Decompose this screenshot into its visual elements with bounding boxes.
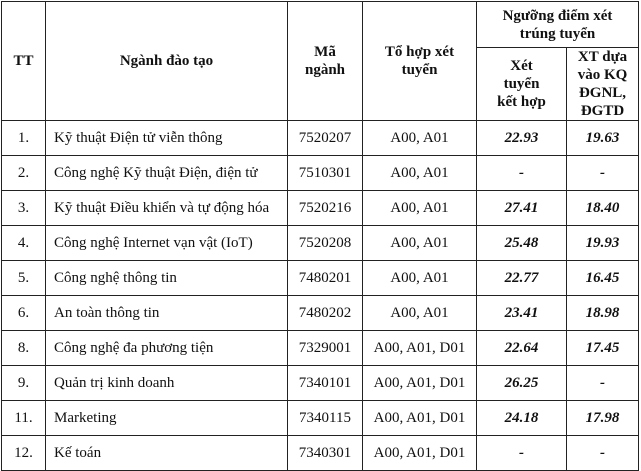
header-combo: Tổ hợp xét tuyển	[363, 2, 477, 121]
score-combined: 26.25	[477, 366, 567, 401]
row-number: 3.	[2, 191, 46, 226]
header-code: Mã ngành	[288, 2, 363, 121]
header-tt: TT	[2, 2, 46, 121]
row-number: 12.	[2, 436, 46, 471]
program-code: 7340301	[288, 436, 363, 471]
header-score-dgnl: XT dựa vào KQ ĐGNL, ĐGTD	[567, 48, 639, 121]
subject-combination: A00, A01	[363, 121, 477, 156]
score-combined: 22.77	[477, 261, 567, 296]
score-dgnl: 18.98	[567, 296, 639, 331]
subject-combination: A00, A01	[363, 296, 477, 331]
table-row	[2, 436, 639, 471]
score-combined: -	[477, 156, 567, 191]
score-combined: 27.41	[477, 191, 567, 226]
admission-scores-table	[1, 1, 639, 471]
score-dgnl: 17.45	[567, 331, 639, 366]
program-code: 7340115	[288, 401, 363, 436]
score-dgnl: 19.93	[567, 226, 639, 261]
score-dgnl: 16.45	[567, 261, 639, 296]
row-number: 2.	[2, 156, 46, 191]
score-dgnl: 19.63	[567, 121, 639, 156]
score-dgnl: -	[567, 156, 639, 191]
program-name: Công nghệ thông tin	[46, 261, 288, 296]
table-row	[2, 366, 639, 401]
program-code: 7520207	[288, 121, 363, 156]
score-combined: 25.48	[477, 226, 567, 261]
subject-combination: A00, A01, D01	[363, 366, 477, 401]
table-row	[2, 401, 639, 436]
program-name: Kỹ thuật Điều khiển và tự động hóa	[46, 191, 288, 226]
subject-combination: A00, A01, D01	[363, 331, 477, 366]
table-row	[2, 226, 639, 261]
program-name: Công nghệ đa phương tiện	[46, 331, 288, 366]
program-name: Kỹ thuật Điện tử viễn thông	[46, 121, 288, 156]
subject-combination: A00, A01, D01	[363, 436, 477, 471]
program-code: 7520216	[288, 191, 363, 226]
header-name: Ngành đào tạo	[46, 2, 288, 121]
row-number: 4.	[2, 226, 46, 261]
program-code: 7510301	[288, 156, 363, 191]
score-combined: 22.64	[477, 331, 567, 366]
header-score-combined: Xét tuyển kết hợp	[477, 48, 567, 121]
row-number: 6.	[2, 296, 46, 331]
score-combined: 23.41	[477, 296, 567, 331]
score-combined: -	[477, 436, 567, 471]
row-number: 11.	[2, 401, 46, 436]
table-row	[2, 296, 639, 331]
program-code: 7329001	[288, 331, 363, 366]
row-number: 1.	[2, 121, 46, 156]
table-row	[2, 331, 639, 366]
subject-combination: A00, A01	[363, 226, 477, 261]
score-dgnl: 17.98	[567, 401, 639, 436]
row-number: 8.	[2, 331, 46, 366]
header-threshold-group: Ngưỡng điểm xét trúng tuyển	[477, 2, 639, 48]
table-row	[2, 261, 639, 296]
score-dgnl: -	[567, 436, 639, 471]
row-number: 5.	[2, 261, 46, 296]
program-name: Công nghệ Kỹ thuật Điện, điện tử	[46, 156, 288, 191]
program-name: Kế toán	[46, 436, 288, 471]
program-code: 7480202	[288, 296, 363, 331]
table-row	[2, 156, 639, 191]
program-name: Công nghệ Internet vạn vật (IoT)	[46, 226, 288, 261]
score-combined: 22.93	[477, 121, 567, 156]
row-number: 9.	[2, 366, 46, 401]
subject-combination: A00, A01	[363, 156, 477, 191]
subject-combination: A00, A01, D01	[363, 401, 477, 436]
score-dgnl: -	[567, 366, 639, 401]
table-row	[2, 191, 639, 226]
program-code: 7340101	[288, 366, 363, 401]
score-combined: 24.18	[477, 401, 567, 436]
program-name: Quản trị kinh doanh	[46, 366, 288, 401]
program-name: Marketing	[46, 401, 288, 436]
program-name: An toàn thông tin	[46, 296, 288, 331]
program-code: 7520208	[288, 226, 363, 261]
subject-combination: A00, A01	[363, 261, 477, 296]
score-dgnl: 18.40	[567, 191, 639, 226]
table-row	[2, 121, 639, 156]
program-code: 7480201	[288, 261, 363, 296]
subject-combination: A00, A01	[363, 191, 477, 226]
